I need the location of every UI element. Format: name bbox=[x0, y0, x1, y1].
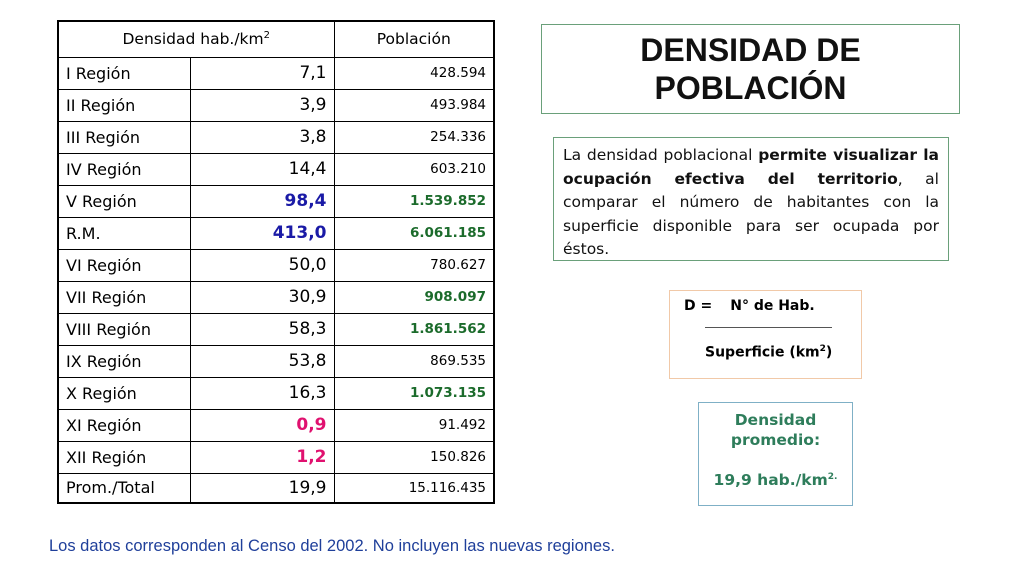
population-cell: 254.336 bbox=[334, 121, 494, 153]
population-cell: 6.061.185 bbox=[334, 217, 494, 249]
density-cell: 30,9 bbox=[190, 281, 334, 313]
table-row bbox=[58, 409, 494, 441]
region-cell: VIII Región bbox=[58, 313, 190, 345]
density-cell: 1,2 bbox=[190, 441, 334, 473]
footnote: Los datos corresponden al Censo del 2002. No incluyen las nuevas regiones. bbox=[49, 537, 615, 555]
slide-title bbox=[640, 31, 860, 107]
region-cell: V Región bbox=[58, 185, 190, 217]
population-cell: 15.116.435 bbox=[334, 473, 494, 503]
table-row bbox=[58, 281, 494, 313]
region-cell: VI Región bbox=[58, 249, 190, 281]
density-cell: 3,8 bbox=[190, 121, 334, 153]
title-line-1: DENSIDAD DE bbox=[640, 32, 861, 68]
region-cell: XI Región bbox=[58, 409, 190, 441]
population-cell: 1.861.562 bbox=[334, 313, 494, 345]
table-row bbox=[58, 377, 494, 409]
density-cell: 14,4 bbox=[190, 153, 334, 185]
population-cell: 869.535 bbox=[334, 345, 494, 377]
density-cell: 413,0 bbox=[190, 217, 334, 249]
formula-numerator: N° de Hab. bbox=[730, 298, 815, 314]
region-cell: IV Región bbox=[58, 153, 190, 185]
density-cell: 58,3 bbox=[190, 313, 334, 345]
population-cell: 1.073.135 bbox=[334, 377, 494, 409]
header-density: Densidad $hab./km^2$ bbox=[58, 21, 334, 57]
density-cell: 50,0 bbox=[190, 249, 334, 281]
region-cell: IX Región bbox=[58, 345, 190, 377]
average-label: Densidad promedio: bbox=[730, 411, 821, 449]
formula-lhs: D = bbox=[684, 298, 713, 314]
formula-top-line bbox=[684, 298, 815, 314]
density-cell: 53,8 bbox=[190, 345, 334, 377]
table-row bbox=[58, 153, 494, 185]
table-header-row bbox=[58, 21, 494, 57]
description-text-2: , al comparar el número de habitantes con la superficie disponible para ser ocupada por éstos. bbox=[563, 169, 939, 258]
region-cell: XII Región bbox=[58, 441, 190, 473]
region-cell: R.M. bbox=[58, 217, 190, 249]
density-cell: 7,1 bbox=[190, 57, 334, 89]
fraction-bar bbox=[705, 327, 832, 328]
population-cell: 493.984 bbox=[334, 89, 494, 121]
density-cell: 19,9 bbox=[190, 473, 334, 503]
title-line-2: POBLACIÓN bbox=[654, 70, 847, 106]
table-row bbox=[58, 313, 494, 345]
average-value: 19,9 $hab./km^{2.}$ bbox=[713, 471, 838, 489]
table-row bbox=[58, 121, 494, 153]
density-cell: 0,9 bbox=[190, 409, 334, 441]
description-bold-text: permite visualizar la ocupación efectiva del territorio bbox=[563, 146, 940, 188]
population-cell: 603.210 bbox=[334, 153, 494, 185]
formula-box bbox=[669, 290, 862, 379]
density-cell: 16,3 bbox=[190, 377, 334, 409]
density-cell: 3,9 bbox=[190, 89, 334, 121]
density-table bbox=[57, 20, 495, 504]
table-row bbox=[58, 249, 494, 281]
table-row bbox=[58, 57, 494, 89]
title-box bbox=[541, 24, 960, 114]
population-cell: 780.627 bbox=[334, 249, 494, 281]
table-row bbox=[58, 185, 494, 217]
region-cell: VII Región bbox=[58, 281, 190, 313]
region-cell: III Región bbox=[58, 121, 190, 153]
population-cell: 91.492 bbox=[334, 409, 494, 441]
table-row bbox=[58, 89, 494, 121]
density-cell: 98,4 bbox=[190, 185, 334, 217]
table-row bbox=[58, 217, 494, 249]
description-box bbox=[553, 137, 949, 261]
average-density-box bbox=[698, 402, 853, 506]
region-cell: I Región bbox=[58, 57, 190, 89]
table-row bbox=[58, 441, 494, 473]
formula-denominator: Superficie $(km^2)$ bbox=[705, 344, 833, 361]
region-cell: II Región bbox=[58, 89, 190, 121]
region-cell: Prom./Total bbox=[58, 473, 190, 503]
population-cell: 908.097 bbox=[334, 281, 494, 313]
table-total-row bbox=[58, 473, 494, 503]
population-cell: 1.539.852 bbox=[334, 185, 494, 217]
header-population: Población bbox=[334, 21, 494, 57]
table-row bbox=[58, 345, 494, 377]
description-text-1: La densidad poblacional bbox=[563, 146, 759, 164]
population-cell: 150.826 bbox=[334, 441, 494, 473]
population-cell: 428.594 bbox=[334, 57, 494, 89]
region-cell: X Región bbox=[58, 377, 190, 409]
